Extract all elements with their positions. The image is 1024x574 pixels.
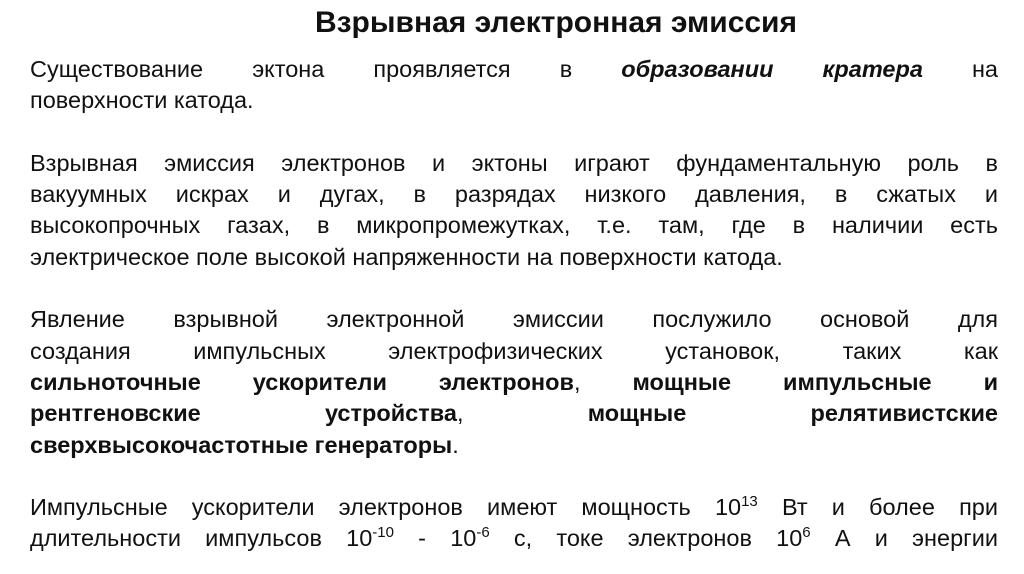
- text-run: на: [971, 56, 999, 82]
- paragraph-accelerators: [30, 492, 998, 555]
- paragraph-line: создания импульсных электрофизических установок, таких как: [30, 337, 998, 364]
- text-run: - 10: [393, 525, 477, 552]
- text-run: Существование: [30, 56, 204, 82]
- text-run: в: [559, 56, 573, 82]
- text-run: проявляется: [373, 56, 511, 82]
- paragraph-line: поверхности катода.: [30, 87, 254, 114]
- paragraph-line: вакуумных искрах и дугах, в разрядах низкого давления, в сжатых и: [30, 181, 998, 208]
- superscript: -6: [476, 524, 490, 542]
- paragraph-gap: [30, 461, 998, 492]
- paragraph-line: [30, 54, 998, 85]
- paragraph-applications: [30, 304, 998, 460]
- text-run: ,: [456, 400, 464, 427]
- bold-text: мощные релятивистские: [587, 400, 999, 427]
- bold-text: сильноточные ускорители электронов: [30, 368, 574, 395]
- text-run: с, токе электронов 10: [489, 525, 803, 552]
- text-run: Вт и более при: [757, 494, 998, 521]
- text-run: А и энергии: [810, 525, 998, 552]
- text-run: .: [452, 431, 459, 458]
- bold-text: рентгеновские устройства: [30, 400, 457, 427]
- superscript: -10: [372, 524, 394, 542]
- paragraph-crater: [30, 54, 998, 117]
- paragraph-line: Взрывная эмиссия электронов и эктоны играют фундаментальную роль в: [30, 149, 998, 176]
- paragraph-line: электрическое поле высокой напряженности на поверхности катода.: [30, 243, 783, 270]
- superscript: 13: [741, 493, 758, 511]
- superscript: 6: [802, 524, 811, 542]
- emphasis-crater: образовании кратера: [621, 56, 923, 82]
- paragraph-gap: [30, 273, 998, 304]
- bold-text: сверхвысокочастотные генераторы: [30, 431, 453, 458]
- paragraph-line: Явление взрывной электронной эмиссии послужило основой для: [30, 306, 998, 333]
- slide-body: [30, 54, 998, 555]
- paragraph-line: [30, 398, 998, 429]
- slide-title: Взрывная электронная эмиссия: [314, 6, 798, 39]
- paragraph-gap: [30, 117, 998, 148]
- paragraph-line: [30, 492, 998, 523]
- paragraph-line: [30, 367, 998, 398]
- paragraph-line: высокопрочных газах, в микропромежутках, т.е. там, где в наличии есть: [30, 212, 998, 239]
- paragraph-line: [30, 430, 998, 461]
- text-run: ,: [573, 368, 581, 395]
- text-run: длительности импульсов 10: [30, 525, 373, 552]
- paragraph-role: [30, 148, 998, 273]
- text-run: эктона: [252, 56, 325, 82]
- bold-text: мощные импульсные и: [632, 368, 999, 395]
- text-run: Импульсные ускорители электронов имеют мощность 10: [30, 494, 742, 521]
- paragraph-line: [30, 523, 998, 554]
